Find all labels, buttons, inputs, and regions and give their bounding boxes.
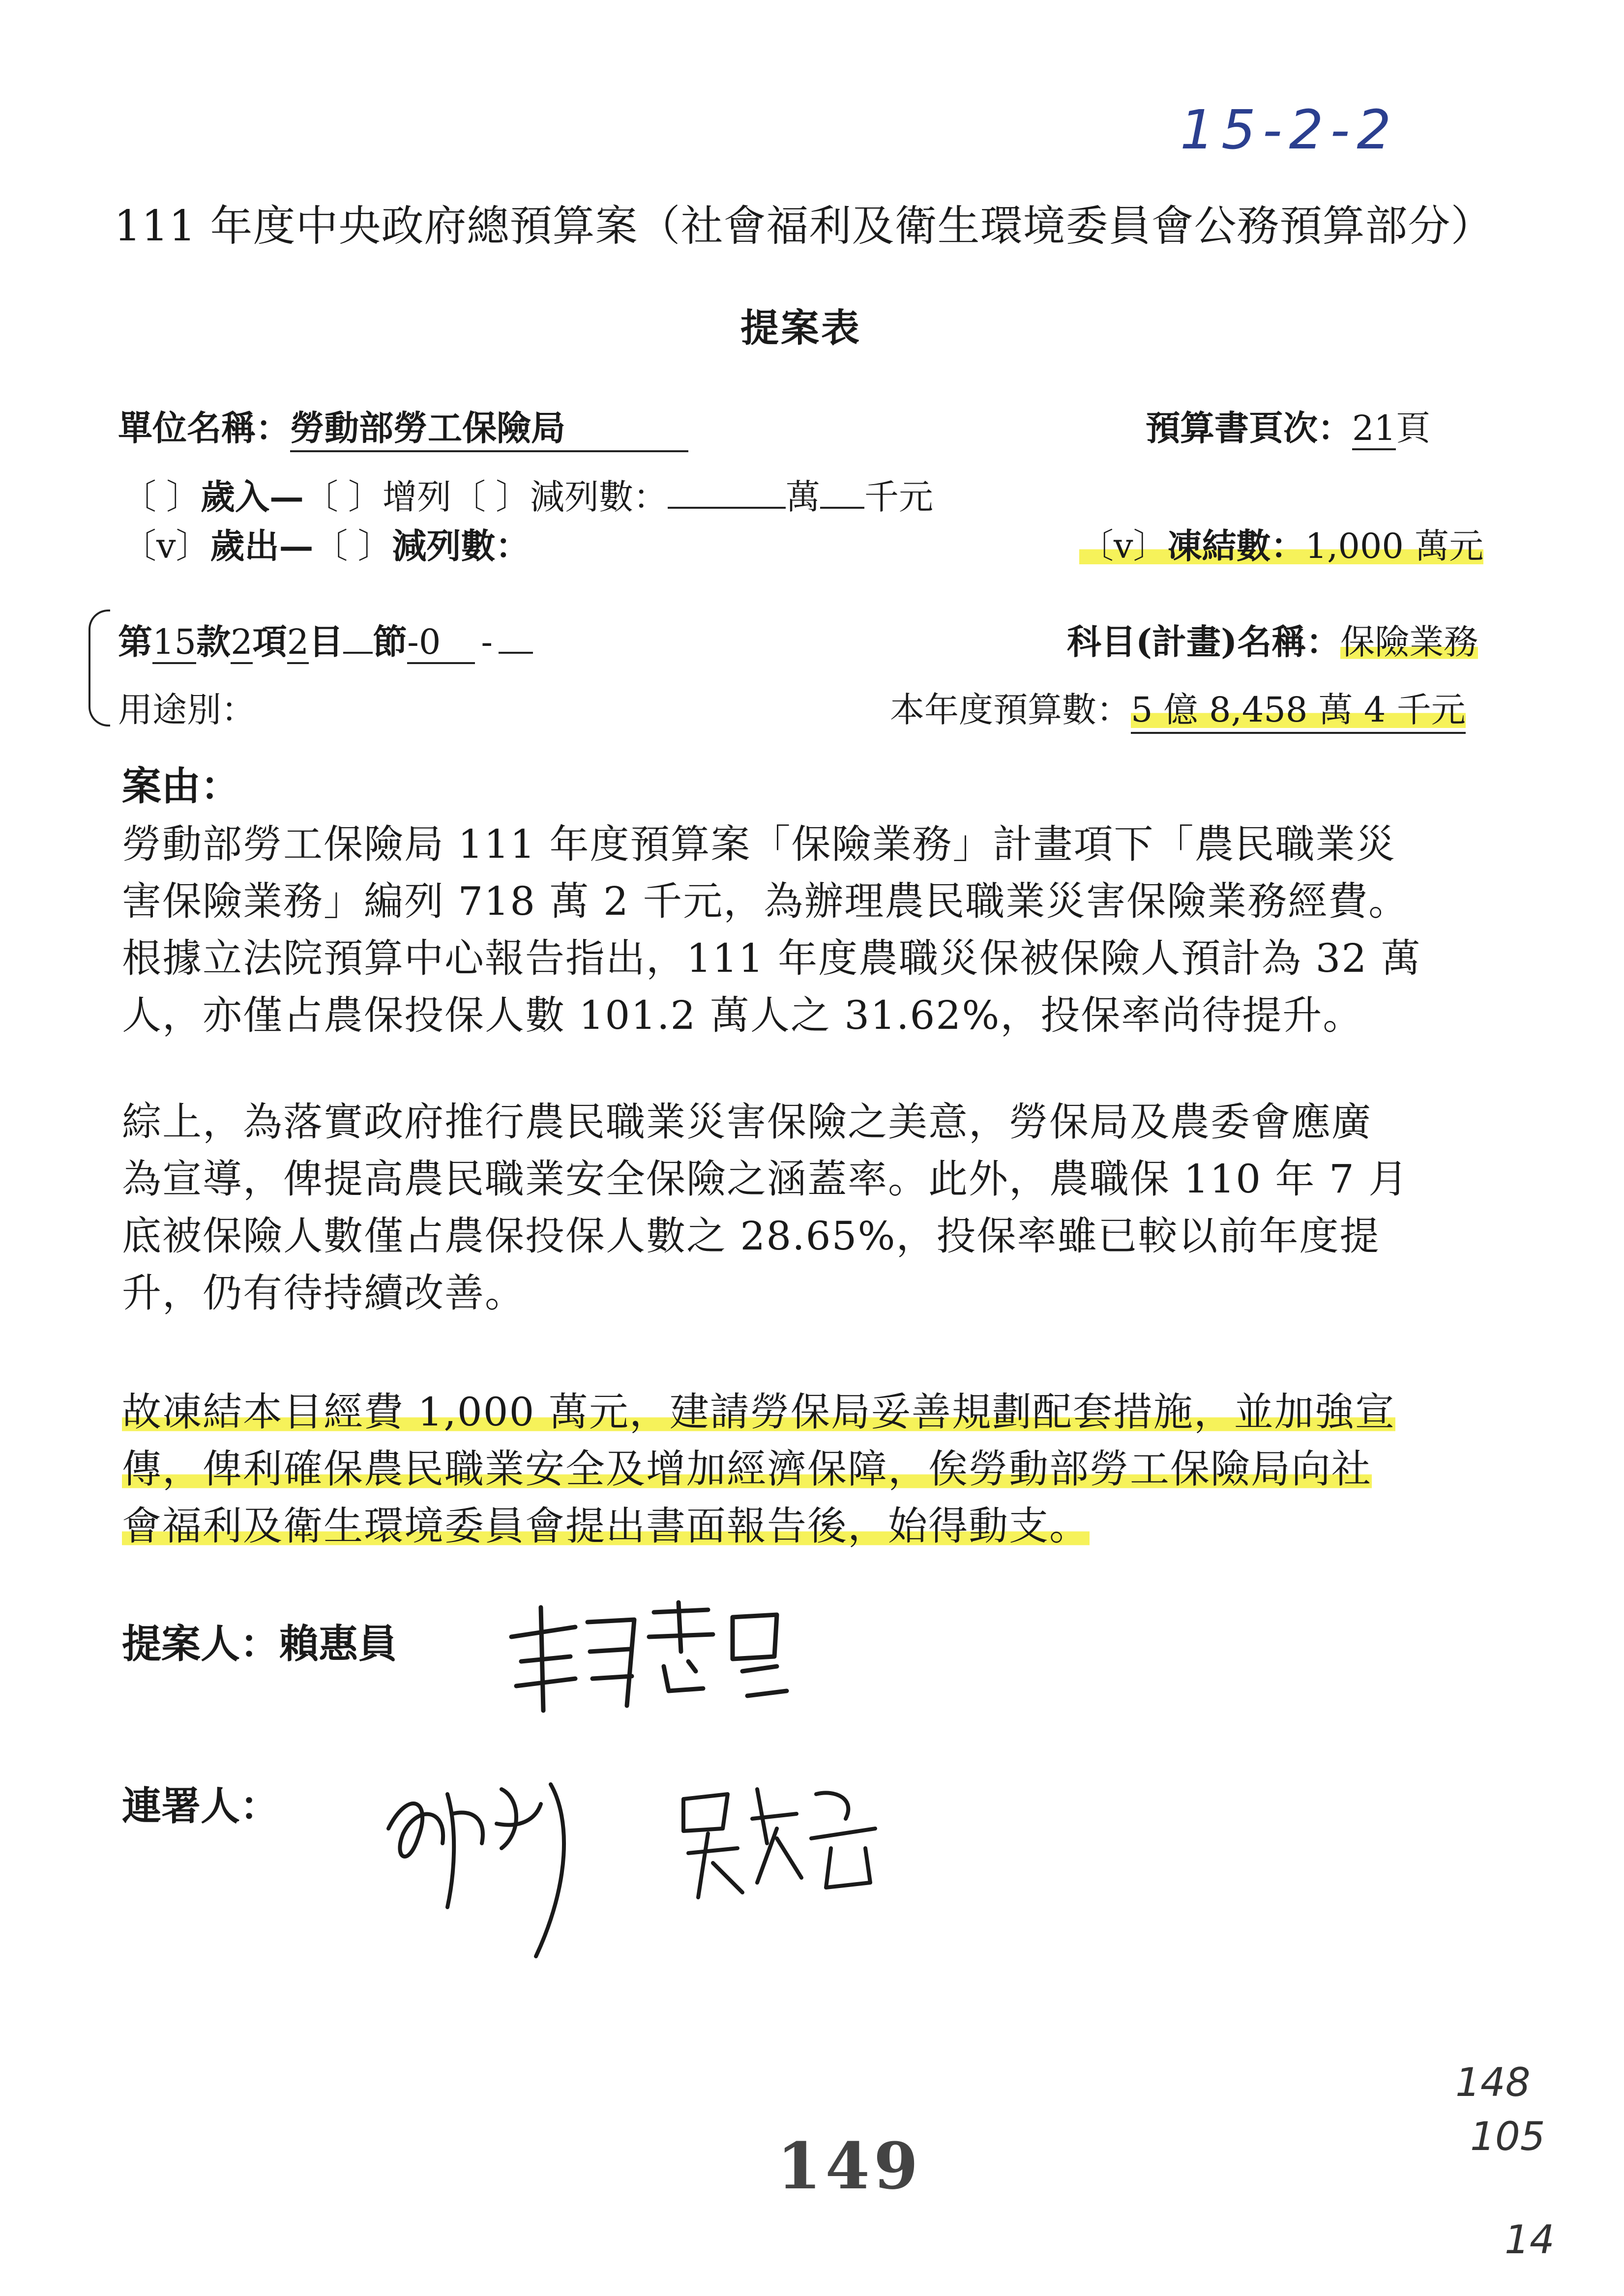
section-mu-label: 目 (309, 621, 344, 662)
subject-value: 保險業務 (1340, 622, 1478, 662)
usage-label: 用途別： (118, 690, 256, 730)
freeze-check: v (1114, 526, 1133, 566)
section-mu: 2 (287, 622, 309, 664)
section-row (118, 614, 533, 664)
annual-budget-row (890, 682, 1466, 734)
cosigner-signature-1 (374, 1760, 629, 1966)
section-bracket (89, 610, 110, 727)
budget-page-label: 預算書頁次： (1146, 407, 1352, 448)
proposer-row (122, 1612, 397, 1669)
revenue-checkbox-close: 〕 (166, 477, 201, 517)
expenditure-checkbox-open: 〔 (122, 526, 156, 566)
revenue-checkbox-open: 〔 (122, 477, 156, 517)
budget-page-value: 21 (1352, 408, 1396, 450)
page-number: 149 (777, 2128, 922, 2204)
margin-note: 105 (1470, 2114, 1545, 2159)
resolution-line: 故凍結本目經費 1,000 萬元，建請勞保局妥善規劃配套措施，並加強宣 (122, 1389, 1395, 1435)
freeze-value: 1,000 萬元 (1305, 526, 1484, 566)
resolution-line: 會福利及衛生環境委員會提出書面報告後，始得動支。 (122, 1503, 1090, 1549)
reason-line: 根據立法院預算中心報告指出，111 年度農職災保被保險人預計為 32 萬 (122, 935, 1421, 981)
revenue-row (122, 469, 933, 519)
cosigner-signature-2 (669, 1770, 895, 1917)
section-kuan-label: 款 (196, 621, 231, 662)
resolution-line: 傳，俾利確保農民職業安全及增加經濟保障，俟勞動部勞工保險局向社 (122, 1446, 1372, 1492)
increase-checkbox-close: 〕 (348, 477, 383, 517)
decrease-checkbox-open: 〔 (451, 477, 486, 517)
summary-line: 底被保險人數僅占農保投保人數之 28.65%，投保率雖已較以前年度提 (122, 1213, 1380, 1259)
document-title: 111 年度中央政府總預算案（社會福利及衛生環境委員會公務預算部分） (114, 202, 1494, 251)
section-jie-value: -0 (407, 622, 475, 664)
margin-note: 14 (1505, 2217, 1555, 2263)
reason-line: 害保險業務」編列 718 萬 2 千元，為辦理農民職業災害保險業務經費。 (122, 878, 1409, 924)
revenue-label: 歲入— (201, 476, 304, 517)
decrease-label: 減列數： (530, 477, 668, 517)
wan-blank (668, 477, 786, 509)
section-kuan: 15 (152, 622, 196, 664)
section-jie-label: 節 (373, 621, 408, 662)
document-code: 15-2-2 (1180, 98, 1398, 161)
increase-checkbox-open: 〔 (304, 477, 338, 517)
qian-unit: 千元 (864, 477, 933, 517)
form-subtitle: 提案表 (740, 306, 862, 350)
unit-name-row (118, 401, 688, 452)
section-xiang-label: 項 (252, 621, 287, 662)
reason-paragraph (122, 816, 1421, 1044)
subject-row (1067, 614, 1478, 664)
section-dash: - (481, 622, 493, 662)
subject-label: 科目(計畫)名稱： (1067, 621, 1341, 662)
section-blank-2 (499, 622, 533, 654)
unit-value: 勞動部勞工保險局 (290, 401, 688, 452)
qian-blank (820, 477, 864, 509)
expenditure-check: v (156, 526, 176, 566)
freeze-checkbox-open: 〔 (1079, 526, 1114, 566)
decrease-checkbox-close: 〕 (496, 477, 530, 517)
exp-decrease-label: 減列數： (392, 525, 530, 566)
freeze-row (1079, 519, 1483, 568)
expenditure-row (122, 519, 530, 568)
resolution-paragraph (122, 1384, 1395, 1555)
margin-note: 148 (1455, 2060, 1531, 2105)
proposer-name: 賴惠員 (279, 1621, 397, 1667)
expenditure-label: 歲出— (210, 525, 314, 566)
annual-budget-label: 本年度預算數： (890, 690, 1131, 730)
budget-page-row (1146, 401, 1430, 450)
summary-line: 綜上，為落實政府推行農民職業災害保險之美意，勞保局及農委會應廣 (122, 1099, 1372, 1145)
cosigners-label: 連署人： (122, 1783, 279, 1829)
exp-decrease-checkbox-open: 〔 (313, 526, 348, 566)
increase-label: 增列 (383, 477, 451, 517)
summary-line: 升，仍有待持續改善。 (122, 1270, 525, 1316)
summary-line: 為宣導，俾提高農民職業安全保險之涵蓋率。此外，農職保 110 年 7 月 (122, 1156, 1409, 1202)
reason-line: 勞動部勞工保險局 111 年度預算案「保險業務」計畫項下「農民職業災 (122, 821, 1396, 867)
freeze-checkbox-close: 〕 (1133, 526, 1168, 566)
section-prefix: 第 (118, 621, 152, 662)
summary-paragraph (122, 1094, 1409, 1322)
unit-label: 單位名稱： (118, 407, 290, 448)
section-xiang: 2 (231, 622, 253, 664)
proposer-signature (502, 1593, 797, 1720)
freeze-label: 凍結數： (1167, 525, 1305, 566)
proposer-label: 提案人： (122, 1621, 279, 1667)
exp-decrease-checkbox-close: 〕 (357, 526, 392, 566)
expenditure-checkbox-close: 〕 (176, 526, 210, 566)
reason-line: 人，亦僅占農保投保人數 101.2 萬人之 31.62%，投保率尚待提升。 (122, 992, 1363, 1038)
budget-page-suffix: 頁 (1396, 408, 1431, 448)
usage-row (118, 682, 256, 732)
wan-unit: 萬 (786, 477, 820, 517)
section-blank-1 (343, 622, 373, 654)
annual-budget-value: 5 億 8,458 萬 4 千元 (1131, 682, 1466, 734)
reason-heading: 案由： (122, 763, 240, 809)
